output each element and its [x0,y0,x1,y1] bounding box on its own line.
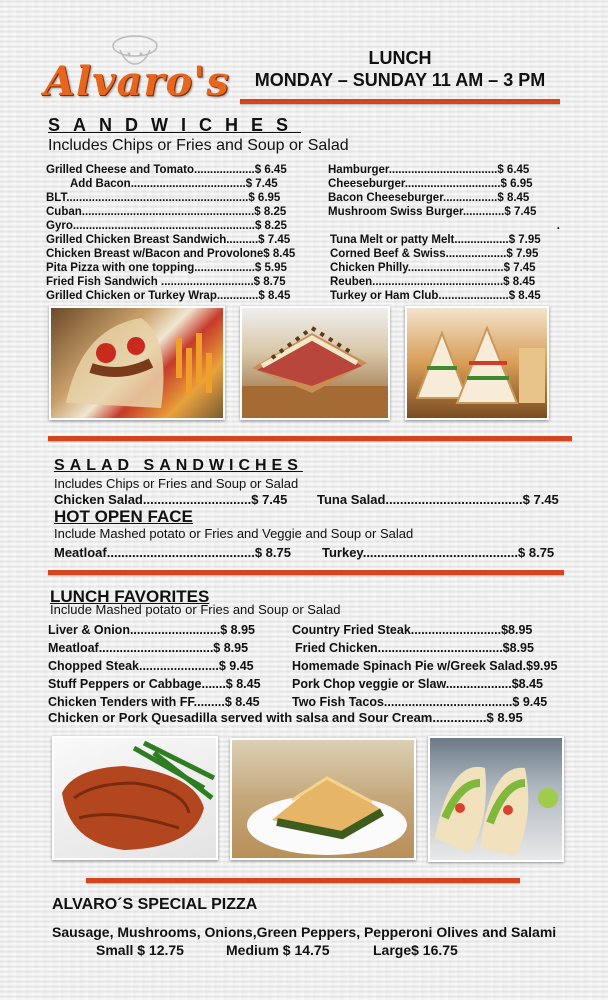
divider [48,436,572,441]
list-item: Grilled Chicken or Turkey Wrap.............$ 8.45 [46,290,291,302]
favorites-right-column [292,623,572,713]
list-item: Cheeseburger..............................$ 6.95 [328,178,533,190]
list-item: Tuna Melt or patty Melt.................$ 7.95 [330,234,541,246]
list-item: Gyro.........................................................$ 8.25 [46,220,287,232]
sandwiches-right-column [328,164,564,304]
reuben-photo [240,306,390,420]
club-sandwich-photo [405,306,549,420]
divider [240,99,560,104]
sandwiches-subtitle: Includes Chips or Fries and Soup or Salad [48,137,349,154]
favorites-left-column [48,623,284,713]
list-item: Chicken or Pork Quesadilla served with salsa and Sour Cream...............$ 8.95 [48,710,523,725]
sandwiches-heading: SANDWICHES [48,115,302,135]
list-item: Grilled Chicken Breast Sandwich..........$ 7.45 [46,234,291,246]
sandwiches-left-column [46,164,316,304]
list-item: Meatloaf.................................$ 8.95 [48,641,249,655]
list-item: Chicken Salad..............................$ 7.45 [54,492,288,507]
list-item: Pita Pizza with one topping...................$ 5.95 [46,262,287,274]
list-item: . [556,220,560,232]
list-item: Cuban......................................................$ 8.25 [46,206,287,218]
list-item: Meatloaf.........................................$ 8.75 [54,545,291,560]
hours-label: MONDAY – SUNDAY 11 AM – 3 PM [254,70,546,90]
lunch-favorites-subtitle: Include Mashed potato or Fries and Soup or Salad [50,602,341,617]
pork-chop-photo [52,736,218,860]
hot-open-face-heading: HOT OPEN FACE [54,507,193,526]
list-item: Fried Fish Sandwich .............................$ 8.75 [46,276,286,288]
list-item: Mushroom Swiss Burger.............$ 7.45 [328,206,537,218]
fish-tacos-photo [428,736,564,862]
list-item: Corned Beef & Swiss...................$ 7.95 [330,248,539,260]
divider [86,878,520,883]
logo [44,40,234,110]
list-item: Tuna Salad......................................$ 7.45 [317,492,559,507]
list-item: Bacon Cheeseburger.................$ 8.45 [328,192,530,204]
list-item: Chicken Breast w/Bacon and Provolone$ 8.45 [46,248,296,260]
list-item: Homemade Spinach Pie w/Greek Salad.$9.95 [292,659,558,673]
salad-sandwiches-subtitle: Includes Chips or Fries and Soup or Salad [54,476,299,491]
salad-sandwiches-heading: SALAD SANDWICHES [54,457,303,474]
list-item: Fried Chicken....................................$8.95 [295,641,534,655]
lunch-favorites-heading: LUNCH FAVORITES [50,587,210,606]
list-item: Liver & Onion..........................$ 8.95 [48,623,256,637]
spinach-pie-photo [230,738,416,860]
brand-logo-text: Alvaro's [44,58,230,105]
list-item: Stuff Peppers or Cabbage.......$ 8.45 [48,677,261,691]
pizza-small-price: Small $ 12.75 [96,942,184,958]
pizza-heading: ALVARO´S SPECIAL PIZZA [52,896,258,913]
list-item: Country Fried Steak..........................$8.95 [292,623,533,637]
list-item: Grilled Cheese and Tomato...................$ 6.45 [46,164,287,176]
page-title: LUNCH [368,48,432,68]
list-item: Two Fish Tacos.....................................$ 9.45 [292,695,548,709]
list-item: Chicken Tenders with FF.........$ 8.45 [48,695,260,709]
list-item: BLT.........................................................$ 6.95 [46,192,281,204]
pizza-large-price: Large$ 16.75 [373,942,458,958]
pizza-medium-price: Medium $ 14.75 [226,942,330,958]
list-item: Add Bacon....................................$ 7.45 [70,178,278,190]
pizza-toppings: Sausage, Mushrooms, Onions,Green Peppers, Pepperoni Olives and Salami [52,924,557,940]
list-item: Hamburger..................................$ 6.45 [328,164,530,176]
list-item: Turkey...........................................$ 8.75 [322,545,555,560]
list-item: Chicken Philly..............................$ 7.45 [330,262,536,274]
list-item: Chopped Steak.......................$ 9.45 [48,659,254,673]
hot-open-face-subtitle: Include Mashed potato or Fries and Veggie and Soup or Salad [54,526,414,541]
divider [48,570,564,575]
list-item: Reuben.........................................$ 8.45 [330,276,536,288]
list-item: Turkey or Ham Club......................$ 8.45 [330,290,541,302]
gyro-photo [49,306,225,420]
list-item: Pork Chop veggie or Slaw...................$8.45 [292,677,544,691]
